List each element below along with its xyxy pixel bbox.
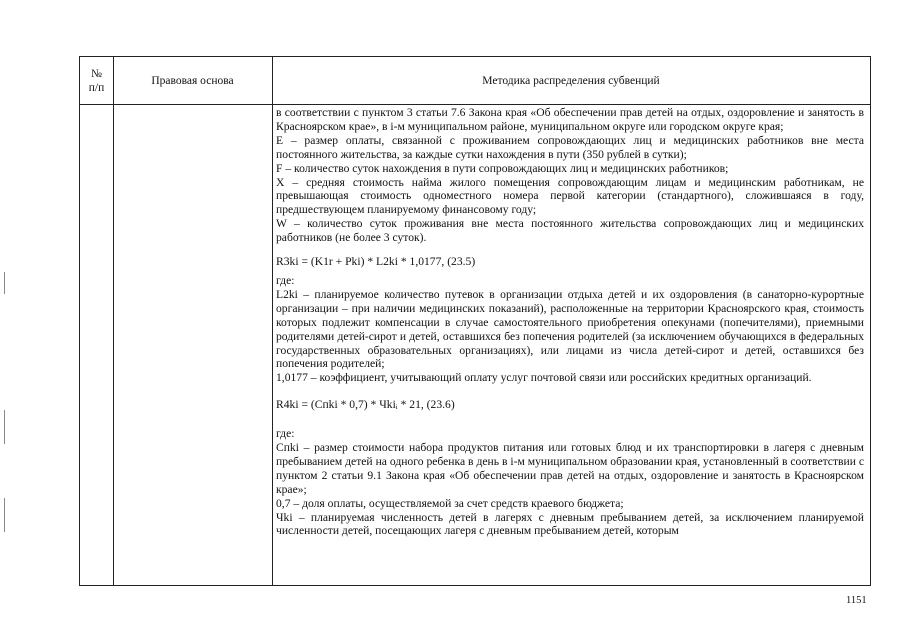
paragraph: Cпki – размер стоимости набора продуктов питания или готовых блюд и их транспортировки в лагеря с дневным пребыванием детей на одного ребенка в день в i-м муниципальном образовании края, установленный в соответствии с пунктом 2 статьи 9.1 Закона края «Об обеспечении прав детей на отдых, оздоровление и занятость в Красноярском крае»; (276, 441, 864, 496)
formula-23-6: R4ki = (Cпki * 0,7) * Чkiᵢ * 21, (23.6) (276, 398, 455, 412)
scan-edge-mark (4, 410, 5, 444)
paragraph: E – размер оплаты, связанной с проживанием сопровождающих лиц и медицинских работников вне места постоянного жительства, за каждые сутки нахождения в пути (350 рублей в сутки); (276, 133, 864, 161)
paragraph: W – количество суток проживания вне места постоянного жительства сопровождающих лиц и медицинских работников (не более 3 суток). (276, 217, 864, 245)
header-legal-basis: Правовая основа (151, 74, 234, 87)
paragraph: F – количество суток нахождения в пути сопровождающих лиц и медицинских работников; (276, 161, 729, 175)
paragraph: 1,0177 – коэффициент, учитывающий оплату услуг почтовой связи или российских кредитных организаций. (276, 371, 812, 385)
where-label: где: (276, 273, 295, 287)
paragraph: Чki – планируемая численность детей в лагерях с дневным пребыванием детей, за исключением планируемой численности детей, посещающих лагеря с дневным пребыванием детей, которым (276, 510, 864, 538)
header-number: № п/п (88, 67, 105, 94)
where-label: где: (276, 427, 295, 441)
methodology-table (79, 56, 871, 586)
scan-edge-mark (4, 272, 5, 294)
header-divider (80, 104, 870, 105)
formula-23-5: R3ki = (K1r + Pki) * L2ki * 1,0177, (23.5) (276, 255, 476, 269)
methodology-content (276, 106, 864, 538)
scan-edge-mark (4, 498, 5, 532)
paragraph: 0,7 – доля оплаты, осуществляемой за счет средств краевого бюджета; (276, 496, 624, 510)
paragraph: X – средняя стоимость найма жилого помещения сопровождающим лицам и медицинским работникам, не превышающая стоимость одноместного номера первой категории (стандартного), сложившаяся в году, предшествующем планируемому финансовому году; (276, 175, 864, 217)
page-number: 1151 (846, 595, 867, 606)
column-divider (272, 57, 273, 585)
header-methodology: Методика распределения субвенций (482, 74, 660, 87)
paragraph: L2ki – планируемое количество путевок в организации отдыха детей и их оздоровления (в санаторно-курортные организации – при наличии медицинских показаний), расположенные на территории Красноярского края, стоимость которых подлежит компенсации в случае самостоятельного приобретения опекунами (попечителями), приемными родителями детей-сирот и детей, оставшихся без попечения родителей (за исключением обучающихся в федеральных государственных образовательных организациях), или лицами из числа детей-сирот и детей, оставшихся без попечения родителей; (276, 287, 864, 371)
paragraph: в соответствии с пунктом 3 статьи 7.6 Закона края «Об обеспечении прав детей на отдых, оздоровление и занятость в Красноярском крае», в i-м муниципальном районе, муниципальном округе или городском округе края; (276, 106, 864, 133)
column-divider (113, 57, 114, 585)
